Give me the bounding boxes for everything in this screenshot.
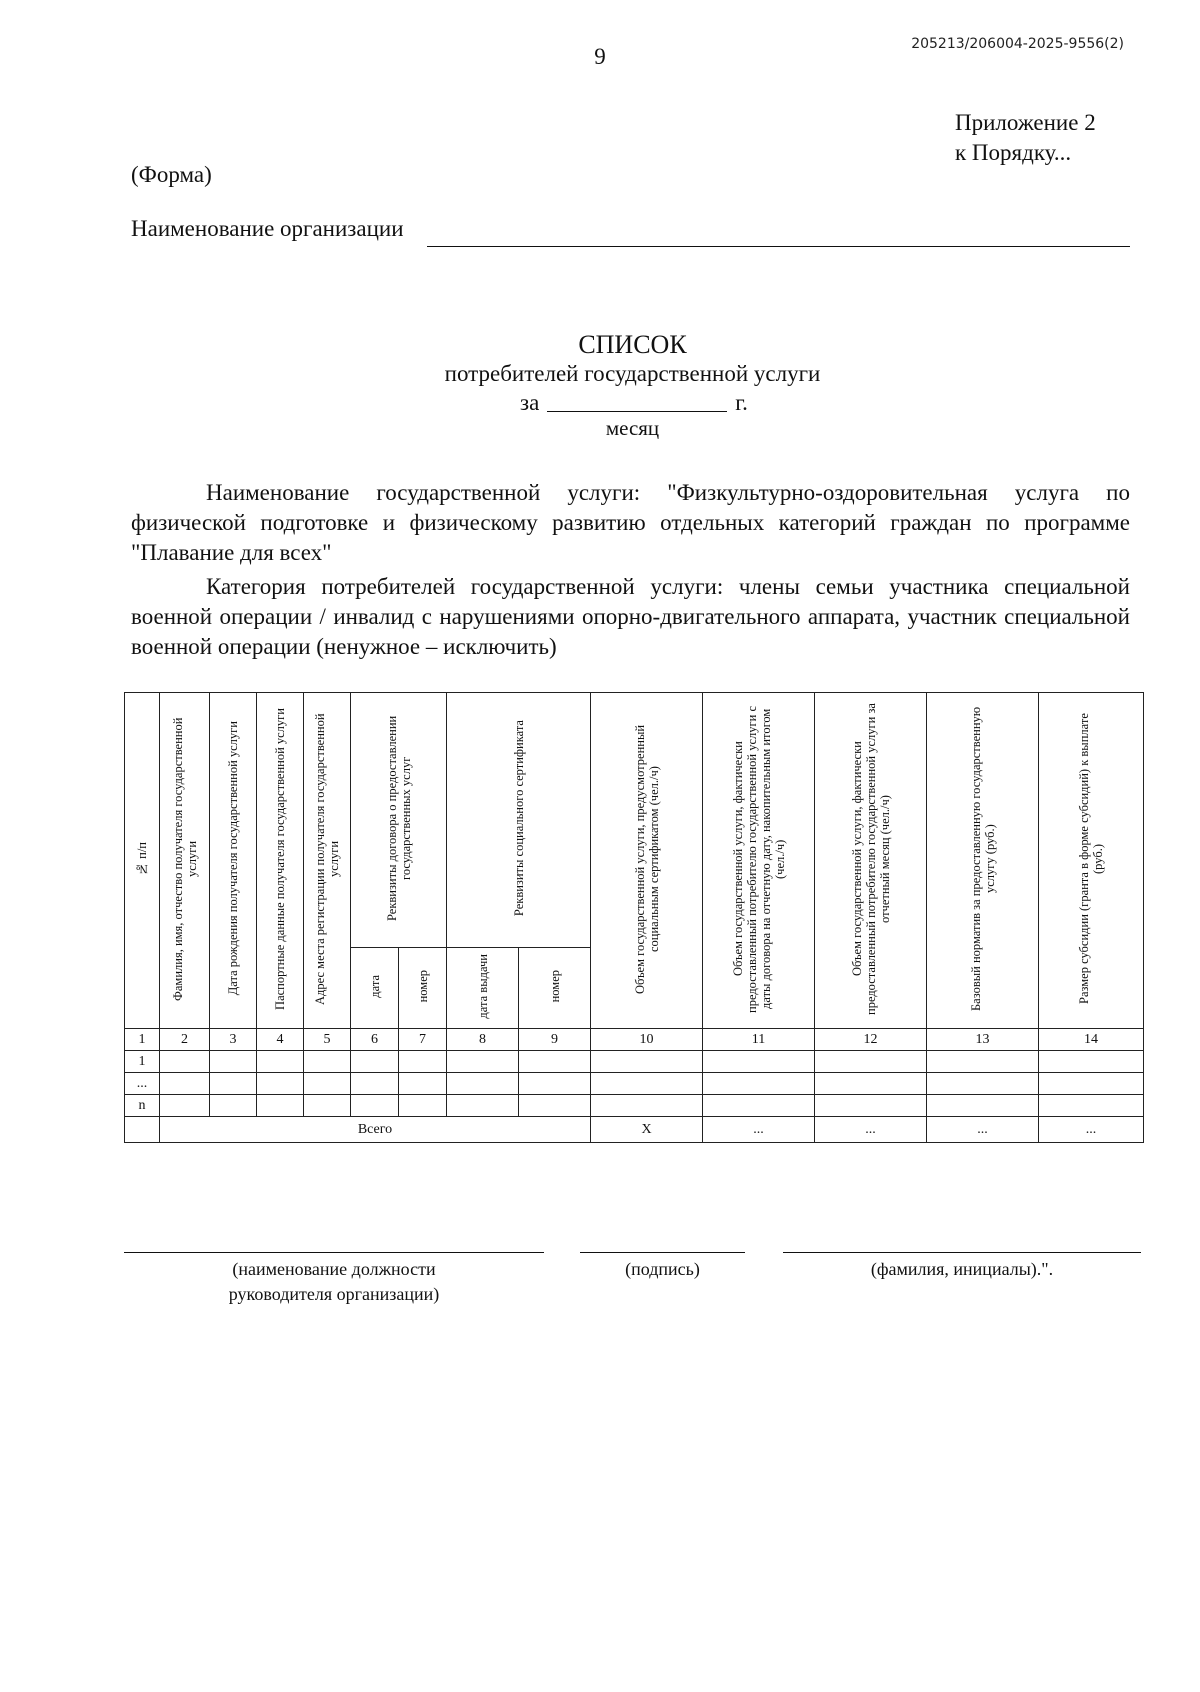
column-number: 4 [257, 1029, 304, 1051]
column-number: 1 [125, 1029, 160, 1051]
total-row-empty-cell [125, 1117, 160, 1143]
table-row [125, 1051, 1144, 1073]
total-col12: ... [815, 1117, 927, 1143]
period-suffix: г. [735, 390, 748, 415]
list-title: СПИСОК [578, 330, 687, 359]
header-group-certificate: Реквизиты социального сертификата [447, 693, 591, 948]
column-number: 11 [703, 1029, 815, 1051]
appendix-line-1: Приложение 2 [955, 110, 1096, 135]
header-cell: Размер субсидии (гранта в форме субсидий) к выплате (руб.) [1039, 693, 1144, 1029]
total-col10: X [591, 1117, 703, 1143]
form-label: (Форма) [131, 162, 212, 187]
column-number: 12 [815, 1029, 927, 1051]
row-label: ... [125, 1073, 160, 1095]
column-number: 10 [591, 1029, 703, 1051]
header-cell: Базовый норматив за предоставленную государственную услугу (руб.) [927, 693, 1039, 1029]
table-row [125, 1095, 1144, 1117]
month-blank [547, 389, 727, 412]
consumers-table [124, 692, 1144, 1143]
header-cell: Дата рождения получателя государственной услуги [210, 693, 257, 1029]
total-col11: ... [703, 1117, 815, 1143]
header-cell: Объем государственной услуги, фактически предоставленный потребителю государственной услуги за отчетный месяц (чел./ч) [815, 693, 927, 1029]
row-label: n [125, 1095, 160, 1117]
signature-line [580, 1252, 745, 1253]
position-caption-line-1: (наименование должности [232, 1259, 436, 1279]
position-signature-line [124, 1252, 544, 1253]
list-subtitle: потребителей государственной услуги [444, 361, 821, 386]
header-cell: дата [351, 948, 399, 1029]
appendix-line-2: к Порядку... [955, 140, 1072, 165]
column-number: 7 [399, 1029, 447, 1051]
header-cell: Объем государственной услуги, предусмотренный социальным сертификатом (чел./ч) [591, 693, 703, 1029]
total-col13: ... [927, 1117, 1039, 1143]
total-label: Всего [160, 1117, 591, 1143]
column-number: 13 [927, 1029, 1039, 1051]
column-number: 5 [304, 1029, 351, 1051]
row-label: 1 [125, 1051, 160, 1073]
column-number: 6 [351, 1029, 399, 1051]
name-caption: (фамилия, инициалы).". [870, 1259, 1054, 1279]
header-cell: дата выдачи [447, 948, 519, 1029]
consumer-category-paragraph: Категория потребителей государственной услуги: члены семьи участника специальной военной операции / инвалид с нарушениями опорно-двигательного аппарата, участник специальной военной операции (ненужное – исключить) [131, 574, 1130, 659]
appendix-reference [955, 108, 1096, 168]
position-caption [124, 1257, 544, 1307]
total-row [125, 1117, 1144, 1143]
period-line [520, 389, 748, 416]
organization-label: Наименование организации [131, 216, 404, 241]
header-cell: № п/п [125, 693, 160, 1029]
document-id: 205213/206004-2025-9556(2) [911, 36, 1124, 52]
service-name-paragraph: Наименование государственной услуги: "Физкультурно-оздоровительная услуга по физической подготовке и физическому развитию отдельных категорий граждан по программе "Плавание для всех" [131, 480, 1130, 565]
table-row [125, 1073, 1144, 1095]
column-number: 9 [519, 1029, 591, 1051]
column-numbers-row [125, 1029, 1144, 1051]
period-prefix: за [520, 390, 540, 415]
header-cell: Объем государственной услуги, фактически предоставленный потребителю государственной услуги с даты договора на отчетную дату, накопительным итогом (чел./ч) [703, 693, 815, 1029]
header-cell: Адрес места регистрации получателя государственной услуги [304, 693, 351, 1029]
column-number: 3 [210, 1029, 257, 1051]
month-caption: месяц [605, 416, 660, 440]
position-caption-line-2: руководителя организации) [228, 1284, 440, 1304]
organization-blank-line [427, 246, 1130, 247]
header-group-contract: Реквизиты договора о предоставлении государственных услуг [351, 693, 447, 948]
column-number: 14 [1039, 1029, 1144, 1051]
header-cell: Фамилия, имя, отчество получателя государственной услуги [160, 693, 210, 1029]
column-number: 8 [447, 1029, 519, 1051]
column-number: 2 [160, 1029, 210, 1051]
header-cell: номер [399, 948, 447, 1029]
header-cell: Паспортные данные получателя государственной услуги [257, 693, 304, 1029]
signature-caption: (подпись) [625, 1259, 700, 1279]
header-cell: номер [519, 948, 591, 1029]
page-number: 9 [594, 44, 606, 69]
total-col14: ... [1039, 1117, 1144, 1143]
name-signature-line [783, 1252, 1141, 1253]
table-header-row [125, 693, 1144, 948]
